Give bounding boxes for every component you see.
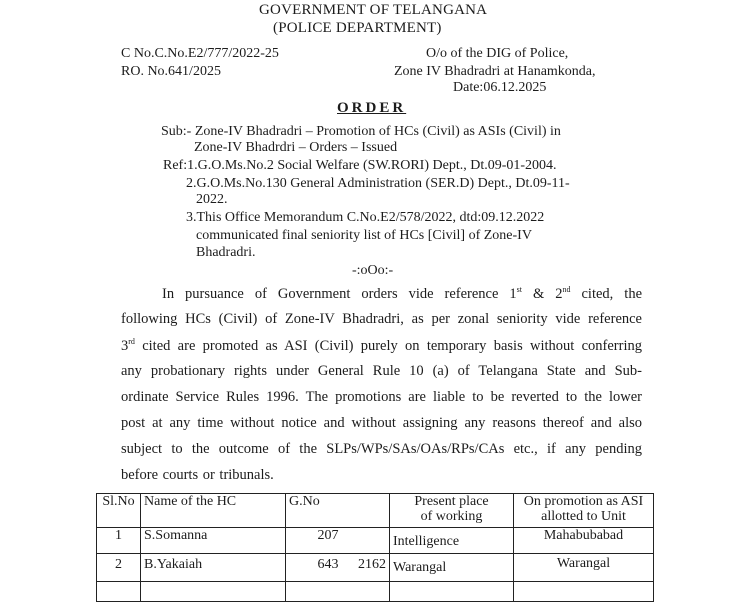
cell-name: S.Somanna [141,528,286,554]
header-gno-blank [342,494,390,528]
cell-slno: 2 [97,554,141,582]
table-row [97,528,654,554]
cell-gno-2: 2162 [342,554,390,582]
cell-name [141,582,286,602]
table-header-row [97,494,654,528]
cell-allotted-unit: Mahabubabad [514,528,654,554]
ro-number: RO. No.641/2025 [121,64,221,79]
separator: -:oOo:- [352,263,394,278]
cell-slno [97,582,141,602]
cell-name: B.Yakaiah [141,554,286,582]
government-heading: GOVERNMENT OF TELANGANA [259,2,488,18]
cell-allotted-unit: Warangal [514,554,654,582]
table-row-partial [97,582,654,602]
cell-gno-2 [342,582,390,602]
table-row [97,554,654,582]
reference-2-line-1: 2.G.O.Ms.No.130 General Administration (SER.D) Dept., Dt.09-11- [186,176,570,191]
body-line-1: In pursuance of Government orders vide reference 1st & 2nd cited, the [162,285,642,302]
header-slno: Sl.No [97,494,141,528]
body-line-2: following HCs (Civil) of Zone-IV Bhadradri, as per zonal seniority vide reference [121,311,642,327]
cell-present-place: Intelligence [390,528,514,554]
file-number: C No.C.No.E2/777/2022-25 [121,46,279,61]
header-gno: G.No [286,494,342,528]
body-line-8: before courts or tribunals. [121,467,274,483]
cell-slno: 1 [97,528,141,554]
cell-present-place [390,582,514,602]
department-heading: (POLICE DEPARTMENT) [273,20,442,36]
reference-3-line-1: 3.This Office Memorandum C.No.E2/578/2022, dtd:09.12.2022 [186,210,545,225]
cell-allotted-unit [514,582,654,602]
subject-line-2: Zone-IV Bhadrdri – Orders – Issued [194,140,398,155]
body-line-3: 3rd cited are promoted as ASI (Civil) purely on temporary basis without conferring [121,337,642,354]
reference-1: Ref:1.G.O.Ms.No.2 Social Welfare (SW.RORI) Dept., Dt.09-01-2004. [163,158,557,173]
header-name: Name of the HC [141,494,286,528]
order-title: ORDER [337,100,407,116]
cell-gno-2 [342,528,390,554]
subject-line-1: Sub:- Zone-IV Bhadradri – Promotion of HCs (Civil) as ASIs (Civil) in [161,124,561,139]
promotion-table [96,493,654,602]
cell-gno [286,582,342,602]
header-allotted-unit-line-2: allotted to Unit [541,509,626,524]
body-line-4: any probationary rights under General Rule 10 (a) of Telangana State and Sub- [121,363,642,379]
header-present-place-line-1: Present place [414,494,489,509]
body-line-5: ordinate Service Rules 1996. The promotions are liable to be reverted to the lower [121,389,642,405]
reference-2-line-2: 2022. [196,192,228,207]
order-date: Date:06.12.2025 [453,80,547,95]
header-allotted-unit-line-1: On promotion as ASI [523,494,644,509]
reference-3-line-2: communicated final seniority list of HCs [Civil] of Zone-IV [196,228,532,243]
body-line-6: post at any time without notice and without assigning any reasons thereof and also [121,415,642,431]
header-present-place-line-2: of working [420,509,483,524]
cell-present-place: Warangal [390,554,514,582]
header-present-place [390,494,514,528]
office-line-2: Zone IV Bhadradri at Hanamkonda, [394,64,596,79]
office-line-1: O/o of the DIG of Police, [426,46,569,61]
body-line-7: subject to the outcome of the SLPs/WPs/SAs/OAs/RPs/CAs etc., if any pending [121,441,642,457]
reference-3-line-3: Bhadradri. [196,245,256,260]
cell-gno: 207 [286,528,342,554]
header-allotted-unit [514,494,654,528]
cell-gno: 643 [286,554,342,582]
